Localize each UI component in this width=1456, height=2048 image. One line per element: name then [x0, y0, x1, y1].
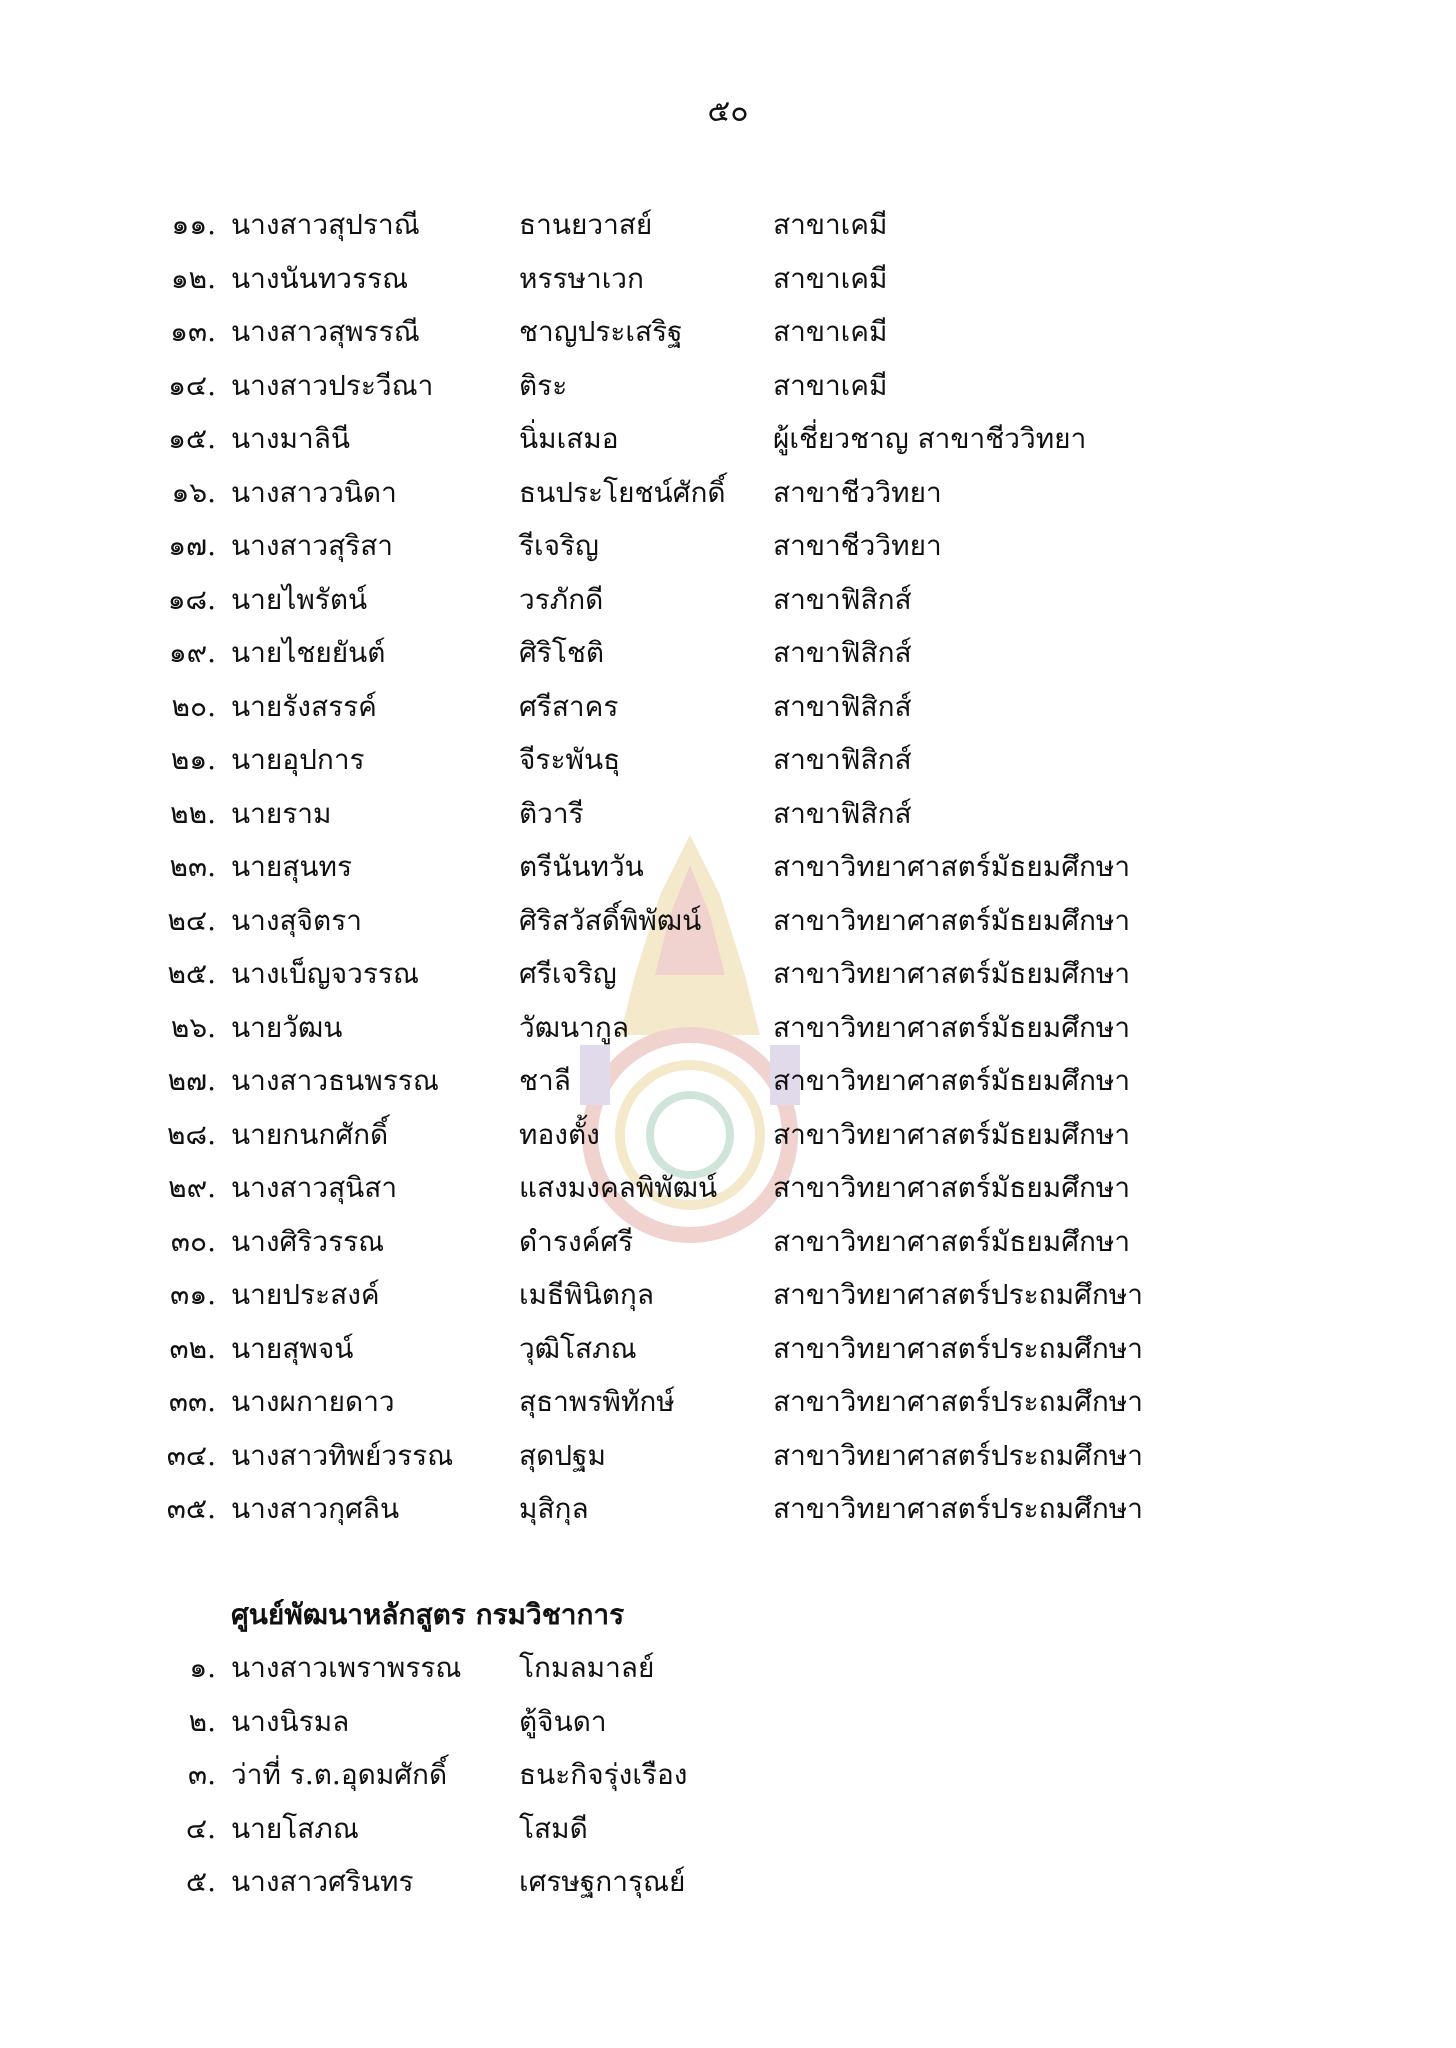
item-number: ๓๐. — [170, 1225, 216, 1258]
item-number: ๓๕. — [166, 1492, 216, 1525]
item-surname: ติวารี — [519, 797, 584, 830]
item-name: นางสาวศรินทร — [231, 1865, 414, 1898]
list-item — [0, 205, 1456, 245]
list-item — [0, 1115, 1456, 1155]
item-surname: วรภักดี — [519, 583, 604, 616]
item-number: ๒๒. — [170, 797, 216, 830]
item-number: ๑๓. — [170, 315, 216, 348]
item-department: สาขาฟิสิกส์ — [773, 636, 912, 669]
section-heading: ศูนย์พัฒนาหลักสูตร กรมวิชาการ — [231, 1598, 625, 1631]
item-department: สาขาวิทยาศาสตร์มัธยมศึกษา — [773, 1011, 1131, 1044]
item-name: นายกนกศักดิ์ — [231, 1118, 389, 1151]
item-surname: ธนประโยชน์ศักดิ์ — [519, 476, 726, 509]
item-surname: ศรีเจริญ — [519, 957, 617, 990]
item-surname: มุสิกุล — [519, 1492, 589, 1525]
list-item — [0, 1329, 1456, 1369]
item-name: นางมาลินี — [231, 422, 351, 455]
item-department: สาขาวิทยาศาสตร์ประถมศึกษา — [773, 1492, 1143, 1525]
item-name: นายไชยยันต์ — [231, 636, 386, 669]
item-surname: ดำรงค์ศรี — [519, 1225, 634, 1258]
list-item — [0, 1489, 1456, 1529]
item-surname: แสงมงคลพิพัฒน์ — [519, 1171, 718, 1204]
list-item — [0, 1702, 1456, 1742]
list-item — [0, 1222, 1456, 1262]
item-number: ๓๔. — [166, 1439, 216, 1472]
item-number: ๑๑. — [171, 208, 216, 241]
item-number: ๒๘. — [167, 1118, 216, 1151]
item-number: ๒. — [188, 1705, 216, 1738]
item-name: นายอุปการ — [231, 743, 365, 776]
list-item — [0, 1168, 1456, 1208]
item-department: สาขาชีววิทยา — [773, 529, 942, 562]
item-department: สาขาวิทยาศาสตร์ประถมศึกษา — [773, 1278, 1143, 1311]
item-number: ๑. — [189, 1651, 216, 1684]
item-name: ว่าที่ ร.ต.อุดมศักดิ์ — [231, 1758, 448, 1791]
item-number: ๒๔. — [167, 904, 216, 937]
item-department: สาขาวิทยาศาสตร์มัธยมศึกษา — [773, 1064, 1131, 1097]
item-surname: เมธีพินิตกุล — [519, 1278, 655, 1311]
item-surname: โกมลมาลย์ — [519, 1651, 655, 1684]
item-name: นางสาวธนพรรณ — [231, 1064, 439, 1097]
item-surname: โสมดี — [519, 1812, 588, 1845]
item-number: ๒๓. — [169, 850, 216, 883]
item-name: นางสาวเพราพรรณ — [231, 1651, 462, 1684]
item-number: ๑๒. — [170, 262, 216, 295]
item-number: ๒๗. — [167, 1064, 216, 1097]
list-item — [0, 1275, 1456, 1315]
item-surname: ศรีสาคร — [519, 690, 619, 723]
item-name: นางสาวสุริสา — [231, 529, 394, 562]
item-surname: ตู้จินดา — [519, 1705, 607, 1738]
item-number: ๒๖. — [170, 1011, 216, 1044]
item-number: ๓๓. — [168, 1385, 216, 1418]
item-department: สาขาชีววิทยา — [773, 476, 942, 509]
item-department: สาขาวิทยาศาสตร์มัธยมศึกษา — [773, 1118, 1131, 1151]
list-item — [0, 312, 1456, 352]
item-surname: ศิริโชติ — [519, 636, 605, 669]
item-surname: ธานยวาสย์ — [519, 208, 653, 241]
item-name: นางสาวทิพย์วรรณ — [231, 1439, 454, 1472]
list-item — [0, 1809, 1456, 1849]
list-item — [0, 419, 1456, 459]
item-number: ๒๙. — [168, 1171, 216, 1204]
item-number: ๒๐. — [171, 690, 216, 723]
item-surname: ธนะกิจรุ่งเรือง — [519, 1758, 688, 1791]
page-number: ๕๐ — [707, 94, 749, 129]
list-item — [0, 954, 1456, 994]
item-number: ๔. — [185, 1812, 216, 1845]
item-number: ๑๘. — [167, 583, 216, 616]
list-item — [0, 1862, 1456, 1902]
item-name: นางสาววนิดา — [231, 476, 397, 509]
item-department: สาขาเคมี — [773, 262, 888, 295]
item-name: นายไพรัตน์ — [231, 583, 368, 616]
item-name: นางศิริวรรณ — [231, 1225, 385, 1258]
list-item — [0, 847, 1456, 887]
item-department: สาขาวิทยาศาสตร์มัธยมศึกษา — [773, 904, 1131, 937]
item-number: ๑๕. — [168, 422, 216, 455]
item-number: ๑๔. — [168, 369, 216, 402]
list-item — [0, 794, 1456, 834]
item-department: สาขาวิทยาศาสตร์มัธยมศึกษา — [773, 1171, 1131, 1204]
list-item — [0, 901, 1456, 941]
list-item — [0, 473, 1456, 513]
list-item — [0, 1061, 1456, 1101]
item-surname: รีเจริญ — [519, 529, 599, 562]
list-item — [0, 633, 1456, 673]
item-number: ๓๒. — [169, 1332, 216, 1365]
list-item — [0, 259, 1456, 299]
list-item — [0, 1008, 1456, 1048]
item-surname: นิ่มเสมอ — [519, 422, 619, 455]
list-item — [0, 580, 1456, 620]
item-surname: เศรษฐการุณย์ — [519, 1865, 686, 1898]
list-item — [0, 740, 1456, 780]
item-name: นางผกายดาว — [231, 1385, 395, 1418]
item-name: นายราม — [231, 797, 332, 830]
item-surname: ชาลี — [519, 1064, 571, 1097]
item-name: นายรังสรรค์ — [231, 690, 377, 723]
item-surname: ติระ — [519, 369, 568, 402]
item-name: นายวัฒน — [231, 1011, 343, 1044]
item-name: นายสุนทร — [231, 850, 352, 883]
item-surname: ชาญประเสริฐ — [519, 315, 683, 348]
item-surname: ทองตั้ง — [519, 1118, 600, 1151]
item-department: ผู้เชี่ยวชาญ สาขาชีววิทยา — [773, 422, 1087, 455]
item-department: สาขาวิทยาศาสตร์ประถมศึกษา — [773, 1332, 1143, 1365]
item-surname: จีระพันธุ — [519, 743, 621, 776]
item-name: นางสาวสุพรรณี — [231, 315, 420, 348]
list-item — [0, 366, 1456, 406]
item-name: นางสาวกุศลิน — [231, 1492, 400, 1525]
item-number: ๑๗. — [168, 529, 216, 562]
item-name: นางสาวสุปราณี — [231, 208, 420, 241]
item-surname: ตรีนันทวัน — [519, 850, 644, 883]
item-number: ๕. — [185, 1865, 216, 1898]
item-surname: สุธาพรพิทักษ์ — [519, 1385, 675, 1418]
item-number: ๑๙. — [168, 636, 216, 669]
item-department: สาขาฟิสิกส์ — [773, 690, 912, 723]
item-department: สาขาวิทยาศาสตร์ประถมศึกษา — [773, 1385, 1143, 1418]
list-item — [0, 1382, 1456, 1422]
item-surname: ศิริสวัสดิ์พิพัฒน์ — [519, 904, 702, 937]
list-item — [0, 1755, 1456, 1795]
item-name: นางสาวประวีณา — [231, 369, 434, 402]
item-department: สาขาเคมี — [773, 315, 888, 348]
list-item — [0, 1648, 1456, 1688]
item-number: ๒๕. — [167, 957, 216, 990]
item-department: สาขาวิทยาศาสตร์มัธยมศึกษา — [773, 957, 1131, 990]
item-surname: วุฒิโสภณ — [519, 1332, 637, 1365]
item-name: นางสาวสุนิสา — [231, 1171, 398, 1204]
item-department: สาขาเคมี — [773, 208, 888, 241]
list-item — [0, 687, 1456, 727]
item-department: สาขาวิทยาศาสตร์ประถมศึกษา — [773, 1439, 1143, 1472]
item-name: นางสุจิตรา — [231, 904, 362, 937]
item-surname: วัฒนากูล — [519, 1011, 629, 1044]
item-surname: สุดปฐม — [519, 1439, 606, 1472]
item-department: สาขาวิทยาศาสตร์มัธยมศึกษา — [773, 850, 1131, 883]
item-name: นางนิรมล — [231, 1705, 350, 1738]
item-number: ๒๑. — [170, 743, 216, 776]
list-item — [0, 526, 1456, 566]
list-item — [0, 1436, 1456, 1476]
item-department: สาขาวิทยาศาสตร์มัธยมศึกษา — [773, 1225, 1131, 1258]
item-name: นางนันทวรรณ — [231, 262, 409, 295]
item-name: นางเบ็ญจวรรณ — [231, 957, 419, 990]
item-name: นายโสภณ — [231, 1812, 359, 1845]
item-number: ๓. — [187, 1758, 216, 1791]
item-department: สาขาฟิสิกส์ — [773, 797, 912, 830]
item-department: สาขาฟิสิกส์ — [773, 583, 912, 616]
item-name: นายสุพจน์ — [231, 1332, 354, 1365]
item-name: นายประสงค์ — [231, 1278, 380, 1311]
item-department: สาขาเคมี — [773, 369, 888, 402]
item-department: สาขาฟิสิกส์ — [773, 743, 912, 776]
item-surname: หรรษาเวก — [519, 262, 644, 295]
item-number: ๓๑. — [170, 1278, 216, 1311]
item-number: ๑๖. — [171, 476, 216, 509]
